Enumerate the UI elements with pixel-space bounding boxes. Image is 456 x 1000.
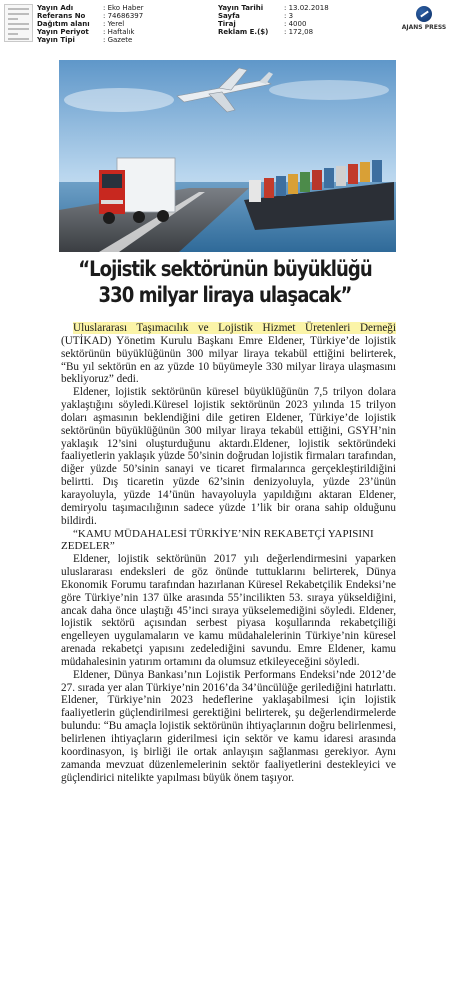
meta-row: Yayın Tarihi : 13.02.2018 bbox=[218, 4, 329, 12]
highlighted-organization: Uluslararası Taşımacılık ve Lojistik Hizmet Üretenleri Derneği bbox=[73, 322, 396, 334]
meta-row: Dağıtım alanı : Yerel bbox=[37, 20, 125, 28]
ajans-press-logo: AJANS PRESS bbox=[397, 6, 451, 31]
paragraph-4: Eldener, Dünya Bankası’nın Lojistik Performans Endeksi’nde 2012’de 27. sırada yer alan Türkiye’nin 2016’da 34’üncülüğe gerilediğini hatırlattı. Eldener, Türkiye’nin 2023 hedeflerine yaklaşabilmesi için lojistik faaliyetlerin güçlendirilmesi gerektiğini belirterek, şu değerlendirmelerde bulundu: “Bu amaçla lojistik sektörünün ihtiyaçlarının doğru belirlenmesi, belirlenen ihtiyaçların giderilmesi için sektör ve kamu idaresi arasında koordinasyon, iş birliği ile ortak anlayışın sağlanması gerekiyor. Aynı zamanda mevzuat düzenlemelerinin sektör faaliyetlerini destekleyici ve güçlendirici nitelikte yapılması büyük önem taşıyor. bbox=[61, 668, 396, 784]
meta-row: Referans No : 74686397 bbox=[37, 12, 144, 20]
article-body bbox=[61, 322, 396, 784]
meta-row: Tiraj : 4000 bbox=[218, 20, 307, 28]
paragraph-1: Uluslararası Taşımacılık ve Lojistik Hizmet Üretenleri Derneği (UTİKAD) Yönetim Kurulu Başkanı Emre Eldener, Türkiye’de lojistik sektörünün büyüklüğünün 300 milyar liraya tekabül ettiğini belirterek, “Bu yıl sektörün en az yüzde 10 büyümeyle 330 milyar liraya ulaşmasını bekliyoruz” dedi. bbox=[61, 322, 396, 386]
meta-left-column bbox=[37, 4, 144, 44]
meta-right-column bbox=[218, 4, 329, 36]
paragraph-2: Eldener, lojistik sektörünün küresel büyüklüğünün 7,5 trilyon dolara yaklaştığını söyledi.Küresel lojistik sektörünün 2023 yılında 15 trilyon doları aşmasının beklendiğini dile getiren Eldener, Türkiye’de lojistik sektörünün büyüklüğünün 300 milyar liraya tekabül ettiğini, GSYH’nin yaklaşık 12’sini oluşturduğunu aktardı.Eldener, lojistik sektöründeki faaliyetlerin yaklaşık yüzde 50’sinin doğrudan lojistik firmaları tarafından, diğer yüzde 50’sinin sanayi ve ticaret firmalarınca gerçekleştirildiğini belirtti. Dış ticaretin yüzde 62’sinin denizyoluyla, yüzde 23’ünün karayoluyla, yüzde 14’ünün havayoluyla yapıldığını aktaran Eldener, demiryolu taşımacılığının sadece yüzde 1’lik bir orana sahip olduğunu bildirdi. bbox=[61, 386, 396, 527]
paragraph-3: Eldener, lojistik sektörünün 2017 yılı değerlendirmesini yaparken uluslararası endeksleri de göz önünde tuttuklarını belirterek, Dünya Ekonomik Forumu tarafından hazırlanan Küresel Rekabetçilik Endeksi’ne göre Türkiye’nin 137 ülke arasında 55’incilikten 53. sıraya yükseldiğini, ancak daha önce ulaştığı 45’inci sıraya yükselemediğini söyledi. Eldener, lojistik sektörü açısından serbest piyasa koşullarında rekabetçiliği engelleyen uygulamaların ve kamu müdahalelerinin Türkiye’nin küresel arenada rekabetçi yapısını zedelediğini savundu. Emre Eldener, kamu müdahalesinin yatırım ortamını da olumsuz etkileyeceğini söyledi. bbox=[61, 553, 396, 668]
subheading: “KAMU MÜDAHALESİ TÜRKİYE’NİN REKABETÇİ YAPISINI ZEDELER” bbox=[61, 527, 374, 553]
meta-row: Yayın Periyot : Haftalık bbox=[37, 28, 135, 36]
logistics-photo bbox=[59, 60, 396, 252]
meta-row: Sayfa : 3 bbox=[218, 12, 294, 20]
headline-line-1: “Lojistik sektörünün büyüklüğü bbox=[78, 257, 372, 281]
meta-row: Yayın Tipi : Gazete bbox=[37, 36, 133, 44]
headline-line-2: 330 milyar liraya ulaşacak” bbox=[98, 283, 352, 307]
meta-row: Reklam E.($) : 172,08 bbox=[218, 28, 314, 36]
page-thumbnail bbox=[4, 4, 33, 42]
article-headline bbox=[70, 256, 380, 308]
globe-icon bbox=[416, 6, 432, 22]
logistics-illustration bbox=[59, 60, 396, 252]
meta-row: Yayın Adı : Eko Haber bbox=[37, 4, 144, 12]
clipping-header bbox=[0, 0, 456, 52]
